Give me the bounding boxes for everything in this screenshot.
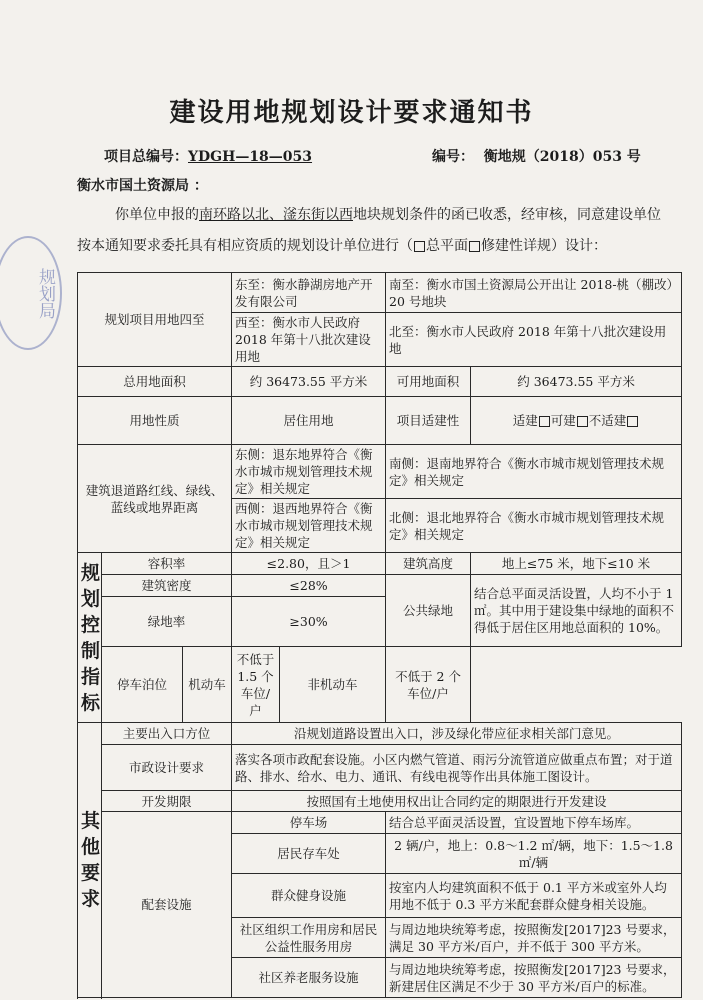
public-green-label: 公共绿地: [386, 575, 471, 647]
municipal-value: 落实各项市政配套设施。小区内燃气管道、雨污分流管道应做重点布置；对于道路、排水、给水、电力、通讯、有线电视等作出具体施工图设计。: [232, 745, 682, 791]
document-number: [432, 146, 641, 166]
density-label: 建筑密度: [102, 575, 232, 597]
far-value: ≤2.80，且＞1: [232, 553, 386, 575]
checkbox-icon: [469, 241, 480, 252]
facility-label: 社区组织工作用房和居民公益性服务用房: [232, 918, 386, 958]
table-row: [78, 367, 682, 397]
setback-south: 南侧：退南地界符合《衡水市城市规划管理技术规定》相关规定: [386, 445, 682, 499]
checkbox-icon: [539, 416, 550, 427]
intro-text-a: 你单位申报的: [115, 207, 199, 223]
suitability-option-b: 可建: [550, 413, 576, 428]
facility-value: 2 辆/户，地上：0.8～1.2 ㎡/辆，地下：1.5～1.8 ㎡/辆: [386, 834, 682, 874]
intro-paragraph: [77, 200, 669, 262]
facility-label: 居民存车处: [232, 834, 386, 874]
usable-area-value: 约 36473.55 平方米: [471, 367, 682, 397]
control-group-label: 规划控制指标: [78, 553, 102, 723]
document-title: 建设用地规划设计要求通知书: [169, 98, 534, 128]
table-row: [78, 745, 682, 791]
table-row: [78, 445, 682, 499]
setback-west: 西侧：退西地界符合《衡水市城市规划管理技术规定》相关规定: [232, 499, 386, 553]
facility-label: 停车场: [232, 812, 386, 834]
addressee: 衡水市国土资源局 ：: [77, 178, 208, 194]
boundary-west: 西至：衡水市人民政府 2018 年第十八批次建设用地: [232, 313, 386, 367]
boundary-label: 规划项目用地四至: [78, 273, 232, 367]
period-value: 按照国有土地使用权出让合同约定的期限进行开发建设: [232, 791, 682, 812]
municipal-label: 市政设计要求: [102, 745, 232, 791]
table-row: [78, 273, 682, 313]
facilities-label: 配套设施: [102, 812, 232, 998]
land-use-value: 居住用地: [232, 397, 386, 445]
facility-label: 社区养老服务设施: [232, 958, 386, 998]
setback-north: 北侧：退北地界符合《衡水市城市规划管理技术规定》相关规定: [386, 499, 682, 553]
suitability-label: 项目适建性: [386, 397, 471, 445]
entrance-label: 主要出入口方位: [102, 723, 232, 745]
checkbox-icon: [627, 416, 638, 427]
setback-east: 东侧：退东地界符合《衡水市城市规划管理技术规定》相关规定: [232, 445, 386, 499]
setback-label: 建筑退道路红线、绿线、蓝线或地界距离: [78, 445, 232, 553]
checkbox-icon: [414, 241, 425, 252]
other-group-label: 其他要求: [78, 723, 102, 998]
project-number: [104, 146, 312, 166]
usable-area-label: 可用地面积: [386, 367, 471, 397]
table-row: [78, 647, 682, 685]
document-number-label: 编号：: [432, 149, 474, 165]
project-number-label: 项目总编号：: [104, 149, 188, 165]
table-row: [78, 812, 682, 834]
motor-value: 不低于 1.5 个车位/户: [232, 647, 280, 723]
green-ratio-label: 绿地率: [102, 597, 232, 647]
intro-location: 南环路以北、滏东街以西: [199, 207, 353, 223]
intro-text-b: 地块规划条件的函已收悉，经审核，同意建设单位按本通知要求委托具有相应资质的规划设计单位进行（: [77, 207, 661, 254]
table-row: [78, 791, 682, 812]
checkbox-icon: [577, 416, 588, 427]
period-label: 开发期限: [102, 791, 232, 812]
table-row: [78, 397, 682, 445]
nonmotor-value: 不低于 2 个车位/户: [386, 647, 471, 723]
boundary-south: 南至：衡水市国土资源局公开出让 2018-桃（棚改）20 号地块: [386, 273, 682, 313]
official-stamp: 规划局: [0, 236, 62, 350]
total-area-label: 总用地面积: [78, 367, 232, 397]
nonmotor-label: 非机动车: [280, 647, 386, 723]
facility-value: 与周边地块统筹考虑，按照衡发[2017]23 号要求，新建居住区满足不少于 30 平方米/百户的标准。: [386, 958, 682, 998]
green-ratio-value: ≥30%: [232, 597, 386, 647]
document-number-value: 衡地规（2018）053 号: [483, 149, 641, 165]
entrance-value: 沿规划道路设置出入口，涉及绿化带应征求相关部门意见。: [232, 723, 682, 745]
facility-value: 与周边地块统筹考虑，按照衡发[2017]23 号要求，满足 30 平方米/百户，并不低于 300 平方米。: [386, 918, 682, 958]
public-green-value: 结合总平面灵活设置，人均不小于 1 ㎡。其中用于建设集中绿地的面积不得低于居住区用地总面积的 10%。: [471, 575, 682, 647]
facility-value: 结合总平面灵活设置，宜设置地下停车场库。: [386, 812, 682, 834]
requirements-table: [77, 272, 682, 998]
facility-label: 群众健身设施: [232, 874, 386, 918]
total-area-value: 约 36473.55 平方米: [232, 367, 386, 397]
parking-label: 停车泊位: [102, 647, 183, 723]
land-use-label: 用地性质: [78, 397, 232, 445]
facility-value: 按室内人均建筑面积不低于 0.1 平方米或室外人均用地不低于 0.3 平方米配套群众健身相关设施。: [386, 874, 682, 918]
motor-label: 机动车: [183, 647, 232, 723]
height-label: 建筑高度: [386, 553, 471, 575]
boundary-north: 北至：衡水市人民政府 2018 年第十八批次建设用地: [386, 313, 682, 367]
height-value: 地上≤75 米，地下≤10 米: [471, 553, 682, 575]
intro-option-1: 总平面: [426, 238, 468, 254]
suitability-option-a: 适建: [512, 413, 538, 428]
suitability-option-c: 不适建: [588, 413, 627, 428]
boundary-east: 东至：衡水静湖房地产开发有限公司: [232, 273, 386, 313]
density-value: ≤28%: [232, 575, 386, 597]
table-row: [78, 553, 682, 575]
intro-option-2: 修建性详规）设计：: [481, 238, 607, 254]
far-label: 容积率: [102, 553, 232, 575]
table-row: [78, 723, 682, 745]
suitability-value: [471, 397, 682, 445]
project-number-value: YDGH—18—053: [188, 149, 313, 165]
table-row: [78, 575, 682, 597]
